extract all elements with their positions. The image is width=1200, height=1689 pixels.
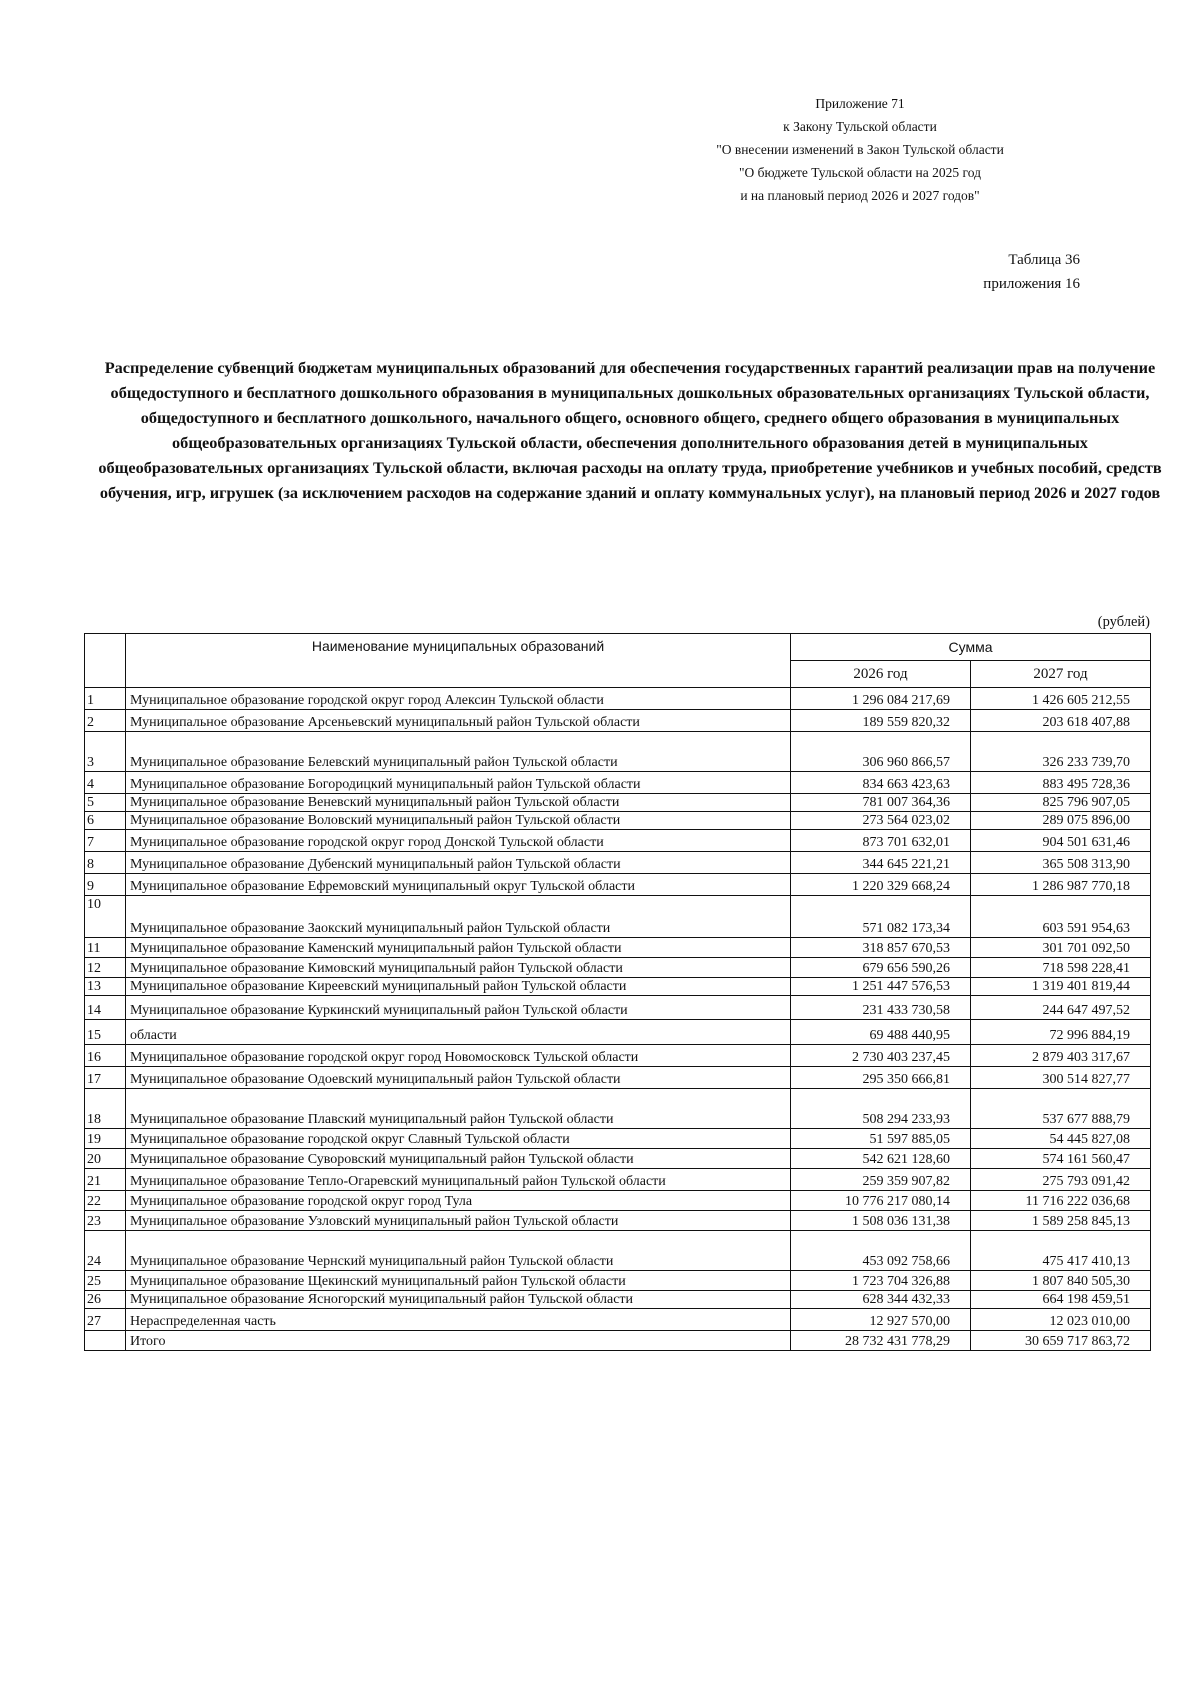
row-2026-cell: 1 723 704 326,88 — [791, 1271, 971, 1291]
table-row — [85, 794, 1151, 812]
document-title: Распределение субвенций бюджетам муниципальных образований для обеспечения государственных гарантий реализации прав на получение общедоступного и бесплатного дошкольного образования в муниципальных дошкольных образовательных организациях Тульской области, общедоступного и бесплатного дошкольного, начального общего, основного общего, среднего общего образования в муниципальных общеобразовательных организациях Тульской области, обеспечения дополнительного образования детей в муниципальных общеобразовательных организациях Тульской области, включая расходы на оплату труда, приобретение учебников и учебных пособий, средств обучения, игр, игрушек (за исключением расходов на содержание зданий и оплату коммунальных услуг), на плановый период 2026 и 2027 годов — [98, 358, 1162, 502]
row-number-cell: 24 — [85, 1231, 126, 1271]
table-row — [85, 1045, 1151, 1067]
row-name-cell: Муниципальное образование городской округ город Алексин Тульской области — [126, 688, 791, 710]
table-row — [85, 958, 1151, 978]
table-row — [85, 1231, 1151, 1271]
row-2026-cell: 1 296 084 217,69 — [791, 688, 971, 710]
row-2027-cell: 54 445 827,08 — [971, 1129, 1151, 1149]
appendix-law-ref: к Закону Тульской области — [783, 119, 937, 134]
row-name-cell: Муниципальное образование городской округ город Новомосковск Тульской области — [126, 1045, 791, 1067]
table-row — [85, 710, 1151, 732]
row-2026-cell: 189 559 820,32 — [791, 710, 971, 732]
row-2027-cell: 275 793 091,42 — [971, 1169, 1151, 1191]
table-total-row — [85, 1331, 1151, 1351]
table-row — [85, 688, 1151, 710]
row-2026-cell: 28 732 431 778,29 — [791, 1331, 971, 1351]
row-2026-cell: 571 082 173,34 — [791, 896, 971, 938]
appendix-number: Приложение 71 — [815, 96, 905, 111]
row-2027-cell: 289 075 896,00 — [971, 812, 1151, 830]
table-appendix: приложения 16 — [983, 276, 1080, 292]
table-row — [85, 1129, 1151, 1149]
row-name-cell: Итого — [126, 1331, 791, 1351]
row-2027-cell: 1 286 987 770,18 — [971, 874, 1151, 896]
row-2026-cell: 69 488 440,95 — [791, 1020, 971, 1045]
row-2026-cell: 231 433 730,58 — [791, 996, 971, 1020]
row-2026-cell: 542 621 128,60 — [791, 1149, 971, 1169]
row-name-cell: Муниципальное образование Ефремовский муниципальный округ Тульской области — [126, 874, 791, 896]
row-2027-cell: 300 514 827,77 — [971, 1067, 1151, 1089]
row-2027-cell: 12 023 010,00 — [971, 1309, 1151, 1331]
subventions-table — [84, 633, 1151, 1351]
table-row — [85, 996, 1151, 1020]
row-2026-cell: 781 007 364,36 — [791, 794, 971, 812]
table-row — [85, 772, 1151, 794]
row-number-cell: 26 — [85, 1291, 126, 1309]
row-2026-cell: 2 730 403 237,45 — [791, 1045, 971, 1067]
row-name-cell: Муниципальное образование Щекинский муниципальный район Тульской области — [126, 1271, 791, 1291]
row-number-cell: 2 — [85, 710, 126, 732]
row-number-cell: 10 — [85, 896, 126, 938]
row-name-cell: Муниципальное образование Тепло-Огаревский муниципальный район Тульской области — [126, 1169, 791, 1191]
row-name-cell: Муниципальное образование Плавский муниципальный район Тульской области — [126, 1089, 791, 1129]
row-2026-cell: 508 294 233,93 — [791, 1089, 971, 1129]
table-row — [85, 852, 1151, 874]
row-name-cell: Муниципальное образование Заокский муниципальный район Тульской области — [126, 896, 791, 938]
table-row — [85, 1271, 1151, 1291]
row-2026-cell: 51 597 885,05 — [791, 1129, 971, 1149]
header-name-cell: Наименование муниципальных образований — [126, 634, 791, 688]
row-name-cell: Муниципальное образование Узловский муниципальный район Тульской области — [126, 1211, 791, 1231]
table-row — [85, 732, 1151, 772]
row-2026-cell: 259 359 907,82 — [791, 1169, 971, 1191]
row-2027-cell: 664 198 459,51 — [971, 1291, 1151, 1309]
row-2027-cell: 1 319 401 819,44 — [971, 978, 1151, 996]
row-number-cell: 13 — [85, 978, 126, 996]
row-number-cell: 14 — [85, 996, 126, 1020]
appendix-header — [600, 92, 1120, 207]
appendix-law-title-3: и на плановый период 2026 и 2027 годов" — [740, 188, 980, 203]
row-2027-cell: 1 807 840 505,30 — [971, 1271, 1151, 1291]
row-name-cell: Муниципальное образование Каменский муниципальный район Тульской области — [126, 938, 791, 958]
row-2027-cell: 537 677 888,79 — [971, 1089, 1151, 1129]
row-name-cell: Муниципальное образование Чернский муниципальный район Тульской области — [126, 1231, 791, 1271]
row-number-cell: 25 — [85, 1271, 126, 1291]
row-2027-cell: 825 796 907,05 — [971, 794, 1151, 812]
table-row — [85, 1067, 1151, 1089]
row-name-cell: Муниципальное образование Кимовский муниципальный район Тульской области — [126, 958, 791, 978]
row-2027-cell: 244 647 497,52 — [971, 996, 1151, 1020]
row-name-cell: Муниципальное образование Веневский муниципальный район Тульской области — [126, 794, 791, 812]
row-name-cell: Муниципальное образование Ясногорский муниципальный район Тульской области — [126, 1291, 791, 1309]
table-row — [85, 978, 1151, 996]
table-row — [85, 1191, 1151, 1211]
row-number-cell: 15 — [85, 1020, 126, 1045]
row-2026-cell: 1 220 329 668,24 — [791, 874, 971, 896]
row-2026-cell: 628 344 432,33 — [791, 1291, 971, 1309]
table-reference — [900, 248, 1080, 296]
row-name-cell: Муниципальное образование Одоевский муниципальный район Тульской области — [126, 1067, 791, 1089]
row-2026-cell: 12 927 570,00 — [791, 1309, 971, 1331]
row-2027-cell: 883 495 728,36 — [971, 772, 1151, 794]
row-number-cell: 18 — [85, 1089, 126, 1129]
row-2027-cell: 1 426 605 212,55 — [971, 688, 1151, 710]
table-row — [85, 812, 1151, 830]
table-row — [85, 1291, 1151, 1309]
row-2027-cell: 11 716 222 036,68 — [971, 1191, 1151, 1211]
table-row — [85, 874, 1151, 896]
row-number-cell — [85, 1331, 126, 1351]
row-2026-cell: 306 960 866,57 — [791, 732, 971, 772]
row-2027-cell: 365 508 313,90 — [971, 852, 1151, 874]
table-row — [85, 896, 1151, 938]
row-name-cell: Муниципальное образование Киреевский муниципальный район Тульской области — [126, 978, 791, 996]
row-number-cell: 6 — [85, 812, 126, 830]
row-name-cell: Муниципальное образование городской округ город Донской Тульской области — [126, 830, 791, 852]
row-2027-cell: 2 879 403 317,67 — [971, 1045, 1151, 1067]
header-sum-cell: Сумма — [791, 634, 1151, 661]
appendix-law-title-2: "О бюджете Тульской области на 2025 год — [739, 165, 981, 180]
row-2027-cell: 718 598 228,41 — [971, 958, 1151, 978]
row-number-cell: 16 — [85, 1045, 126, 1067]
row-name-cell: Муниципальное образование Дубенский муниципальный район Тульской области — [126, 852, 791, 874]
table-row — [85, 1309, 1151, 1331]
row-number-cell: 4 — [85, 772, 126, 794]
row-number-cell: 8 — [85, 852, 126, 874]
row-2026-cell: 273 564 023,02 — [791, 812, 971, 830]
row-number-cell: 20 — [85, 1149, 126, 1169]
row-name-cell: Муниципальное образование Воловский муниципальный район Тульской области — [126, 812, 791, 830]
row-2026-cell: 1 508 036 131,38 — [791, 1211, 971, 1231]
table-row — [85, 1020, 1151, 1045]
row-2026-cell: 834 663 423,63 — [791, 772, 971, 794]
row-2027-cell: 326 233 739,70 — [971, 732, 1151, 772]
row-2027-cell: 203 618 407,88 — [971, 710, 1151, 732]
units-label: (рублей) — [1097, 614, 1150, 630]
table-number: Таблица 36 — [1008, 252, 1080, 268]
row-number-cell: 17 — [85, 1067, 126, 1089]
row-number-cell: 22 — [85, 1191, 126, 1211]
row-name-cell: Муниципальное образование городской округ город Тула — [126, 1191, 791, 1211]
row-number-cell: 12 — [85, 958, 126, 978]
row-2027-cell: 30 659 717 863,72 — [971, 1331, 1151, 1351]
row-2026-cell: 295 350 666,81 — [791, 1067, 971, 1089]
table-row — [85, 1169, 1151, 1191]
header-2026-cell: 2026 год — [791, 661, 971, 688]
row-2027-cell: 574 161 560,47 — [971, 1149, 1151, 1169]
row-2027-cell: 301 701 092,50 — [971, 938, 1151, 958]
row-name-cell: Муниципальное образование Богородицкий муниципальный район Тульской области — [126, 772, 791, 794]
row-2026-cell: 453 092 758,66 — [791, 1231, 971, 1271]
row-number-cell: 3 — [85, 732, 126, 772]
row-number-cell: 1 — [85, 688, 126, 710]
row-number-cell: 9 — [85, 874, 126, 896]
row-2026-cell: 679 656 590,26 — [791, 958, 971, 978]
row-number-cell: 11 — [85, 938, 126, 958]
row-name-cell: Муниципальное образование Арсеньевский муниципальный район Тульской области — [126, 710, 791, 732]
row-2027-cell: 904 501 631,46 — [971, 830, 1151, 852]
table-row — [85, 938, 1151, 958]
row-number-cell: 21 — [85, 1169, 126, 1191]
row-2026-cell: 318 857 670,53 — [791, 938, 971, 958]
row-number-cell: 5 — [85, 794, 126, 812]
row-2027-cell: 603 591 954,63 — [971, 896, 1151, 938]
table-row — [85, 1089, 1151, 1129]
row-number-cell: 19 — [85, 1129, 126, 1149]
row-2026-cell: 873 701 632,01 — [791, 830, 971, 852]
row-2026-cell: 1 251 447 576,53 — [791, 978, 971, 996]
table-row — [85, 1211, 1151, 1231]
row-number-cell: 27 — [85, 1309, 126, 1331]
row-name-cell: Нераспределенная часть — [126, 1309, 791, 1331]
row-2027-cell: 1 589 258 845,13 — [971, 1211, 1151, 1231]
row-number-cell: 7 — [85, 830, 126, 852]
row-2026-cell: 10 776 217 080,14 — [791, 1191, 971, 1211]
table-header-row — [85, 634, 1151, 661]
header-number-cell — [85, 634, 126, 688]
row-number-cell: 23 — [85, 1211, 126, 1231]
row-name-cell: Муниципальное образование Куркинский муниципальный район Тульской области — [126, 996, 791, 1020]
table-row — [85, 1149, 1151, 1169]
table-row — [85, 830, 1151, 852]
row-2026-cell: 344 645 221,21 — [791, 852, 971, 874]
row-name-cell: Муниципальное образование Суворовский муниципальный район Тульской области — [126, 1149, 791, 1169]
row-2027-cell: 72 996 884,19 — [971, 1020, 1151, 1045]
row-2027-cell: 475 417 410,13 — [971, 1231, 1151, 1271]
row-name-cell: Муниципальное образование городской округ Славный Тульской области — [126, 1129, 791, 1149]
header-2027-cell: 2027 год — [971, 661, 1151, 688]
appendix-law-title-1: "О внесении изменений в Закон Тульской области — [716, 142, 1004, 157]
row-name-cell: области — [126, 1020, 791, 1045]
row-name-cell: Муниципальное образование Белевский муниципальный район Тульской области — [126, 732, 791, 772]
